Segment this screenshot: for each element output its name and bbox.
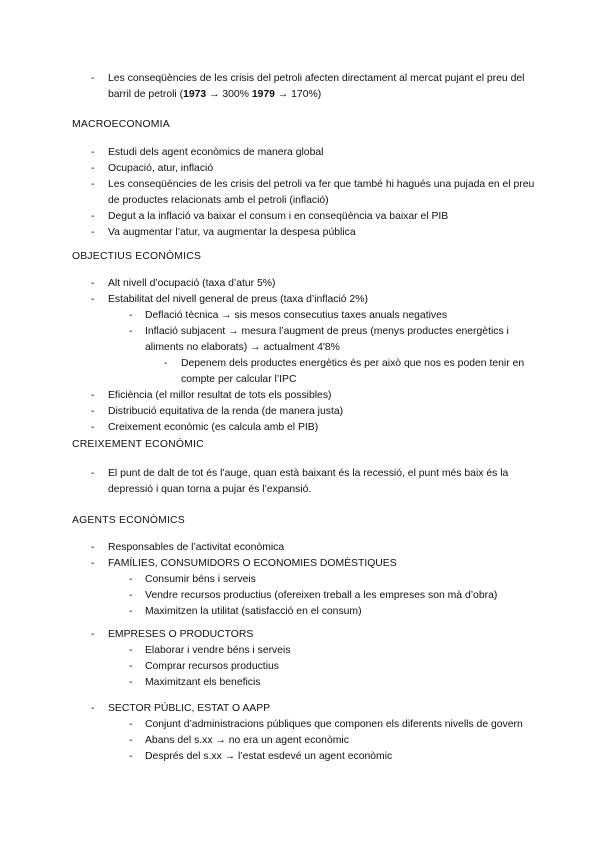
item-text: Eficiència (el millor resultat de tots els possibles) — [108, 390, 332, 401]
bullet-dash: - — [129, 606, 133, 617]
intro-text: Les conseqüències de les crisis del petroli afecten directament al mercat pujant el preu del barril de petroli ( — [108, 73, 525, 100]
item-text: El punt de dalt de tot és l’auge, quan està baixant és la recessió, el punt més baix és la depressió i quan torna a pujar és l’expansió. — [108, 468, 509, 495]
list-item — [0, 749, 600, 765]
bullet-dash: - — [91, 542, 95, 553]
item-text: Maximitzen la utilitat (satisfacció en el consum) — [145, 606, 362, 617]
list-item — [0, 627, 600, 643]
item-text: Deflació tècnica → sis mesos consecutius taxes anuals negatives — [145, 310, 448, 321]
bullet-dash: - — [164, 358, 168, 369]
bullet-dash: - — [129, 677, 133, 688]
item-text: Alt nivell d’ocupació (taxa d’atur 5%) — [108, 278, 276, 289]
list-item — [0, 356, 600, 388]
item-text: FAMÍLIES, CONSUMIDORS O ECONOMIES DOMÈSTIQUES — [108, 558, 397, 569]
bullet-dash: - — [129, 661, 133, 672]
list-item — [0, 388, 600, 404]
bullet-dash: - — [91, 278, 95, 289]
list-item — [0, 145, 600, 161]
item-text: Depenem dels productes energètics és per això que nos es poden tenir en compte per calcular l’IPC — [181, 358, 525, 385]
bullet-dash: - — [129, 326, 133, 337]
bullet-dash: - — [129, 645, 133, 656]
list-item — [0, 177, 600, 209]
bullet-dash: - — [91, 294, 95, 305]
bullet-dash: - — [91, 147, 95, 158]
item-text: Creixement econòmic (es calcula amb el PIB) — [108, 422, 319, 433]
item-text: Estudi dels agent econòmics de manera global — [108, 147, 324, 158]
list-item — [0, 292, 600, 308]
list-item — [0, 466, 600, 498]
bullet-dash: - — [129, 310, 133, 321]
section-heading-creixement: CREIXEMENT ECONÒMIC — [72, 439, 204, 450]
list-item — [0, 701, 600, 717]
item-text: Consumir béns i serveis — [145, 574, 256, 585]
macro-list — [0, 145, 600, 241]
section-heading-agents: AGENTS ECONÒMICS — [72, 515, 185, 526]
bullet-dash: - — [91, 179, 95, 190]
item-text: Abans del s.xx → no era un agent econòmic — [145, 735, 349, 746]
bullet-dash: - — [91, 422, 95, 433]
list-item — [0, 717, 600, 733]
intro-list — [0, 71, 600, 103]
list-item — [0, 324, 600, 356]
list-item — [0, 540, 600, 556]
sector-list — [0, 701, 600, 765]
bullet-dash: - — [129, 751, 133, 762]
item-text: Vendre recursos productius (ofereixen treball a les empreses son mà d’obra) — [145, 590, 498, 601]
list-item — [0, 420, 600, 436]
list-item — [0, 71, 600, 103]
item-text: Estabilitat del nivell general de preus (taxa d’inflació 2%) — [108, 294, 368, 305]
item-text: Comprar recursos productius — [145, 661, 279, 672]
item-text: Ocupació, atur, inflació — [108, 163, 214, 174]
bullet-dash: - — [91, 468, 95, 479]
item-text: EMPRESES O PRODUCTORS — [108, 629, 254, 640]
list-item — [0, 308, 600, 324]
list-item — [0, 225, 600, 241]
item-text: Va augmentar l’atur, va augmentar la despesa pública — [108, 227, 356, 238]
list-item — [0, 276, 600, 292]
item-text: Responsables de l’activitat econòmica — [108, 542, 285, 553]
bullet-dash: - — [91, 163, 95, 174]
list-item — [0, 675, 600, 691]
item-text: Degut a la inflació va baixar el consum i en conseqüència va baixar el PIB — [108, 211, 449, 222]
bullet-dash: - — [91, 406, 95, 417]
objectius-list — [0, 276, 600, 436]
list-item — [0, 643, 600, 659]
intro-arrow-2: → 170% — [274, 89, 318, 100]
section-heading-macroeconomia: MACROECONOMIA — [72, 119, 170, 130]
bullet-dash: - — [129, 719, 133, 730]
list-item — [0, 404, 600, 420]
list-item — [0, 161, 600, 177]
item-text: Les conseqüències de les crisis del petroli va fer que també hi hagués una pujada en el preu de productes relacionats amb el petroli (inflació) — [108, 179, 535, 206]
item-text: Maximitzant els beneficis — [145, 677, 261, 688]
bullet-dash: - — [91, 558, 95, 569]
list-item — [0, 604, 600, 620]
year-1979: 1979 — [251, 89, 275, 100]
bullet-dash: - — [91, 390, 95, 401]
empreses-list — [0, 627, 600, 691]
list-item — [0, 733, 600, 749]
intro-close: ) — [317, 89, 322, 100]
bullet-dash: - — [129, 735, 133, 746]
list-item — [0, 572, 600, 588]
item-text: SECTOR PÚBLIC, ESTAT O AAPP — [108, 703, 271, 714]
list-item — [0, 588, 600, 604]
intro-arrow-1: → 300% — [206, 89, 252, 100]
bullet-dash: - — [91, 227, 95, 238]
section-heading-objectius: OBJECTIUS ECONÒMICS — [72, 251, 202, 262]
list-item — [0, 209, 600, 225]
bullet-dash: - — [129, 590, 133, 601]
item-text: Inflació subjacent → mesura l’augment de preus (menys productes energètics i aliments no elaborats) → actualment 4'8% — [145, 326, 509, 353]
list-item — [0, 556, 600, 572]
bullet-dash: - — [91, 73, 95, 84]
bullet-dash: - — [129, 574, 133, 585]
item-text: Després del s.xx → l’estat esdevé un agent econòmic — [145, 751, 393, 762]
item-text: Conjunt d’administracions públiques que componen els diferents nivells de govern — [145, 719, 523, 730]
bullet-dash: - — [91, 703, 95, 714]
agents-list — [0, 540, 600, 620]
item-text: Elaborar i vendre béns i serveis — [145, 645, 291, 656]
bullet-dash: - — [91, 211, 95, 222]
item-text: Distribució equitativa de la renda (de manera justa) — [108, 406, 344, 417]
year-1973: 1973 — [183, 89, 207, 100]
creixement-list — [0, 466, 600, 498]
bullet-dash: - — [91, 629, 95, 640]
list-item — [0, 659, 600, 675]
